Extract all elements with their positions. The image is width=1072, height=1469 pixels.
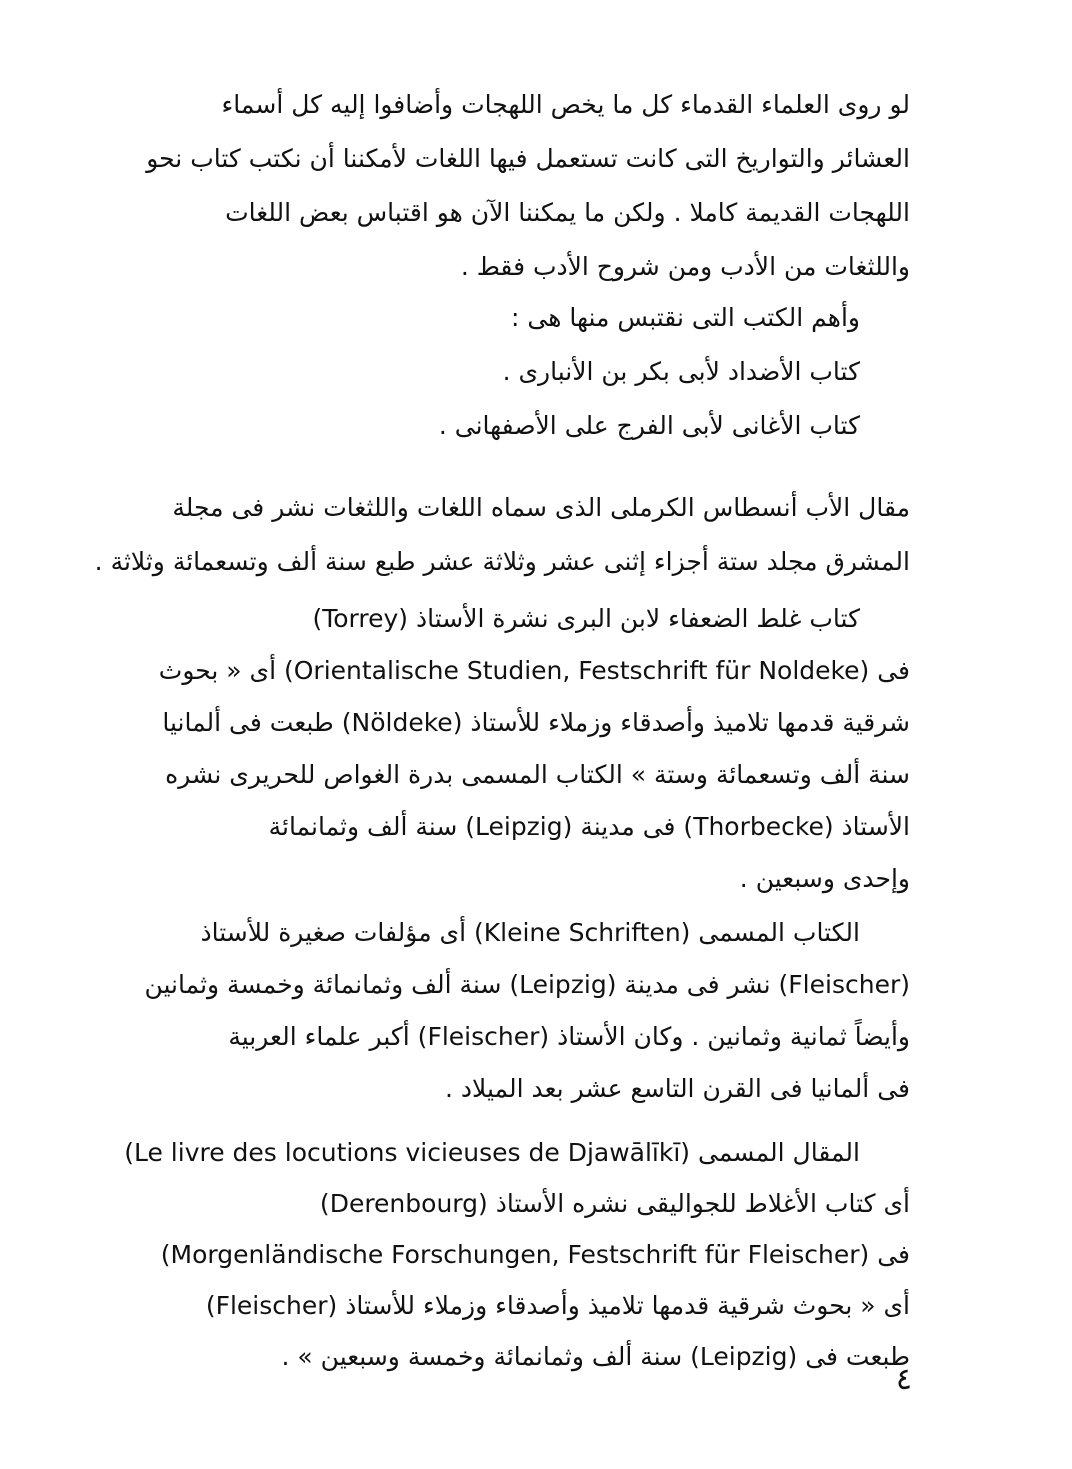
- text-line: اللهجات القديمة كاملا . ولكن ما يمكننا الآن هو اقتباس بعض اللغات: [225, 198, 910, 227]
- text-line: شرقية قدمها تلاميذ وأصدقاء وزملاء للأستاذ (Nöldeke) طبعت فى ألمانيا: [162, 708, 910, 737]
- text-line: مقال الأب أنسطاس الكرملى الذى سماه اللغات واللثغات نشر فى مجلة: [172, 493, 910, 522]
- text-line: لو روى العلماء القدماء كل ما يخص اللهجات وأضافوا إليه كل أسماء: [221, 90, 910, 119]
- text-line: المشرق مجلد ستة أجزاء إثنى عشر وثلاثة عشر طبع سنة ألف وتسعمائة وثلاثة .: [94, 547, 910, 576]
- text-line: وأهم الكتب التى نقتبس منها هى :: [510, 303, 860, 332]
- text-line: سنة ألف وتسعمائة وستة » الكتاب المسمى بدرة الغواص للحريرى نشره: [165, 760, 910, 789]
- paragraph-torrey-book: [150, 593, 910, 905]
- text-line: فى (Orientalische Studien, Festschrift für Noldeke) أى « بحوث: [158, 656, 910, 685]
- list-item: كتاب الأغانى لأبى الفرج على الأصفهانى .: [438, 411, 860, 440]
- paragraph-derenbourg-article: [124, 1127, 910, 1382]
- text-line: المقال المسمى (Le livre des locutions vicieuses de Djawālīkī): [124, 1138, 860, 1167]
- paragraph-anastas-article: [94, 481, 910, 589]
- text-line: العشائر والتواريخ التى كانت تستعمل فيها اللغات لأمكننا أن نكتب كتاب نحو: [146, 144, 910, 173]
- text-line: الكتاب المسمى (Kleine Schriften) أى مؤلفات صغيرة للأستاذ: [200, 918, 860, 947]
- text-line: طبعت فى (Leipzig) سنة ألف وثمانمائة وخمسة وسبعين » .: [281, 1342, 910, 1371]
- paragraph-fleischer-book: [144, 907, 910, 1115]
- text-line: أى « بحوث شرقية قدمها تلاميذ وأصدقاء وزملاء للأستاذ (Fleischer): [205, 1291, 910, 1320]
- paragraph-intro: [146, 78, 910, 294]
- list-item: كتاب الأضداد لأبى بكر بن الأنبارى .: [502, 357, 860, 386]
- text-line: وأيضاً ثمانية وثمانين . وكان الأستاذ (Fleischer) أكبر علماء العربية: [228, 1022, 910, 1051]
- text-line: وإحدى وسبعين .: [739, 864, 910, 893]
- text-line: أى كتاب الأغلاط للجواليقى نشره الأستاذ (Derenbourg): [319, 1189, 910, 1218]
- text-line: فى ألمانيا فى القرن التاسع عشر بعد الميلاد .: [445, 1074, 910, 1103]
- text-line: واللثغات من الأدب ومن شروح الأدب فقط .: [460, 252, 910, 281]
- text-line: الأستاذ (Thorbecke) فى مدينة (Leipzig) سنة ألف وثمانمائة: [268, 812, 910, 841]
- text-line: (Fleischer) نشر فى مدينة (Leipzig) سنة ألف وثمانمائة وخمسة وثمانين: [144, 970, 910, 999]
- paragraph-sources-list: [150, 291, 910, 453]
- text-line: كتاب غلط الضعفاء لابن البرى نشرة الأستاذ (Torrey): [312, 604, 860, 633]
- page-number: ٤: [895, 1362, 912, 1397]
- text-line: فى (Morgenländische Forschungen, Festschrift für Fleischer): [160, 1240, 910, 1269]
